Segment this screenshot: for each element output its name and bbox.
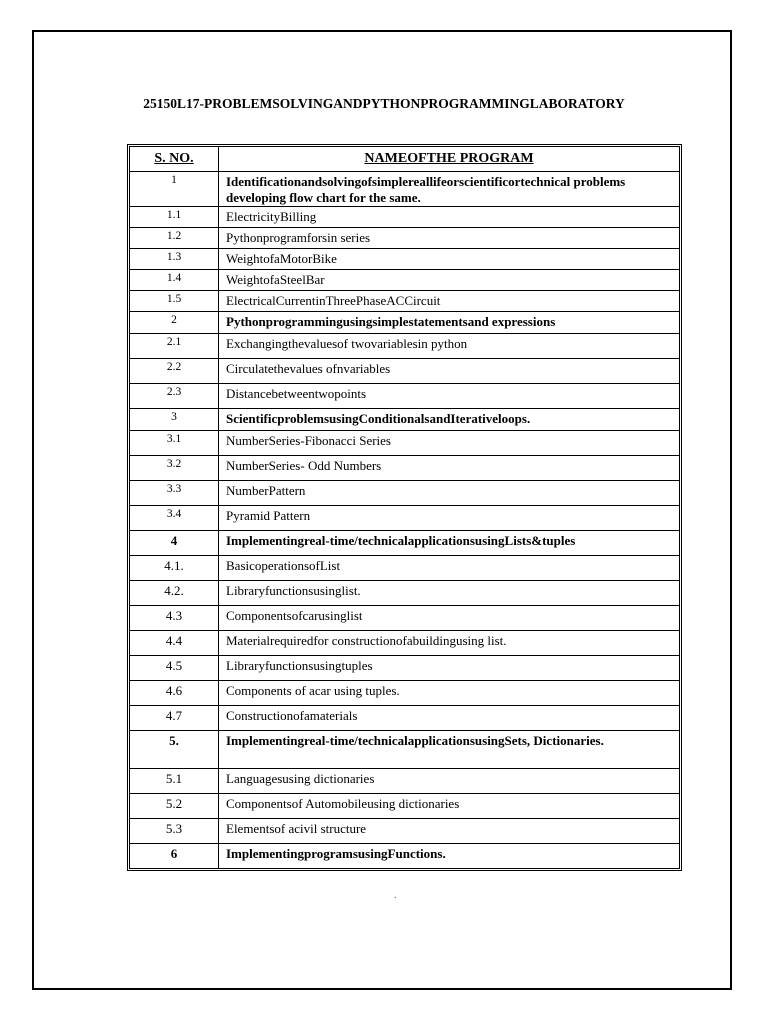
program-name-cell: Libraryfunctionsusingtuples [219,656,680,681]
serial-number-cell: 1.5 [130,291,219,312]
serial-number-cell: 3.1 [130,431,219,456]
serial-number-cell: 5.2 [130,794,219,819]
program-name-cell: Implementingreal-time/technicalapplicationsusingLists&tuples [219,531,680,556]
table-row [130,228,680,249]
serial-number-cell: 3.4 [130,506,219,531]
serial-number-cell: 1.4 [130,270,219,291]
table-row [130,270,680,291]
serial-number-cell: 6 [130,844,219,869]
program-name-cell: WeightofaMotorBike [219,249,680,270]
program-name-cell: Constructionofamaterials [219,706,680,731]
table-body [130,172,680,869]
program-name-cell: Componentsofcarusinglist [219,606,680,631]
table-row [130,631,680,656]
serial-number-cell: 2.3 [130,384,219,409]
serial-number-cell: 5.3 [130,819,219,844]
serial-number-cell: 4.7 [130,706,219,731]
program-name-cell: Identificationandsolvingofsimplereallifeorscientificortechnical problems developing flow chart for the same. [219,172,680,207]
serial-number-cell: 4.4 [130,631,219,656]
table-row [130,769,680,794]
table-row [130,359,680,384]
serial-number-cell: 1 [130,172,219,207]
table-row [130,506,680,531]
footer-mark: . [394,890,397,901]
program-name-cell: Exchangingthevaluesof twovariablesin python [219,334,680,359]
header-serial-number: S. NO. [130,147,219,172]
program-name-cell: Materialrequiredfor constructionofabuildingusing list. [219,631,680,656]
table-header-row [130,147,680,172]
table-row [130,706,680,731]
table-row [130,606,680,631]
table-row [130,456,680,481]
table-row [130,312,680,334]
table-row [130,291,680,312]
serial-number-cell: 4 [130,531,219,556]
program-name-cell: Languagesusing dictionaries [219,769,680,794]
table-row [130,207,680,228]
table-row [130,431,680,456]
program-name-cell: Libraryfunctionsusinglist. [219,581,680,606]
table-row [130,556,680,581]
program-name-cell: ImplementingprogramsusingFunctions. [219,844,680,869]
serial-number-cell: 4.2. [130,581,219,606]
table-row [130,409,680,431]
program-name-cell: BasicoperationsofList [219,556,680,581]
program-name-cell: Circulatethevalues ofnvariables [219,359,680,384]
program-name-cell: NumberSeries-Fibonacci Series [219,431,680,456]
serial-number-cell: 5.1 [130,769,219,794]
table-row [130,731,680,769]
table-row [130,481,680,506]
program-name-cell: WeightofaSteelBar [219,270,680,291]
table-row [130,531,680,556]
serial-number-cell: 4.3 [130,606,219,631]
table-row [130,819,680,844]
program-name-cell: NumberSeries- Odd Numbers [219,456,680,481]
program-name-cell: NumberPattern [219,481,680,506]
program-name-cell: ElectricityBilling [219,207,680,228]
program-name-cell: Components of acar using tuples. [219,681,680,706]
serial-number-cell: 4.6 [130,681,219,706]
serial-number-cell: 4.5 [130,656,219,681]
table-row [130,384,680,409]
table-row [130,249,680,270]
table-row [130,656,680,681]
program-name-cell: Pythonprogrammingusingsimplestatementsand expressions [219,312,680,334]
program-name-cell: ScientificproblemsusingConditionalsandIterativeloops. [219,409,680,431]
serial-number-cell: 1.3 [130,249,219,270]
program-name-cell: Elementsof acivil structure [219,819,680,844]
table-row [130,794,680,819]
serial-number-cell: 3 [130,409,219,431]
table-row [130,844,680,869]
serial-number-cell: 2.2 [130,359,219,384]
serial-number-cell: 2 [130,312,219,334]
table-row [130,172,680,207]
program-name-cell: Pyramid Pattern [219,506,680,531]
program-list-table [129,146,680,869]
program-name-cell: Distancebetweentwopoints [219,384,680,409]
table-row [130,581,680,606]
serial-number-cell: 3.3 [130,481,219,506]
program-name-cell: Componentsof Automobileusing dictionaries [219,794,680,819]
header-program-name: NAMEOFTHE PROGRAM [219,147,680,172]
table-row [130,681,680,706]
program-name-cell: ElectricalCurrentinThreePhaseACCircuit [219,291,680,312]
serial-number-cell: 2.1 [130,334,219,359]
serial-number-cell: 4.1. [130,556,219,581]
program-name-cell: Implementingreal-time/technicalapplicationsusingSets, Dictionaries. [219,731,680,769]
serial-number-cell: 5. [130,731,219,769]
program-name-cell: Pythonprogramforsin series [219,228,680,249]
serial-number-cell: 1.1 [130,207,219,228]
serial-number-cell: 3.2 [130,456,219,481]
table-row [130,334,680,359]
serial-number-cell: 1.2 [130,228,219,249]
document-title: 25150L17-PROBLEMSOLVINGANDPYTHONPROGRAMMINGLABORATORY [143,96,625,111]
